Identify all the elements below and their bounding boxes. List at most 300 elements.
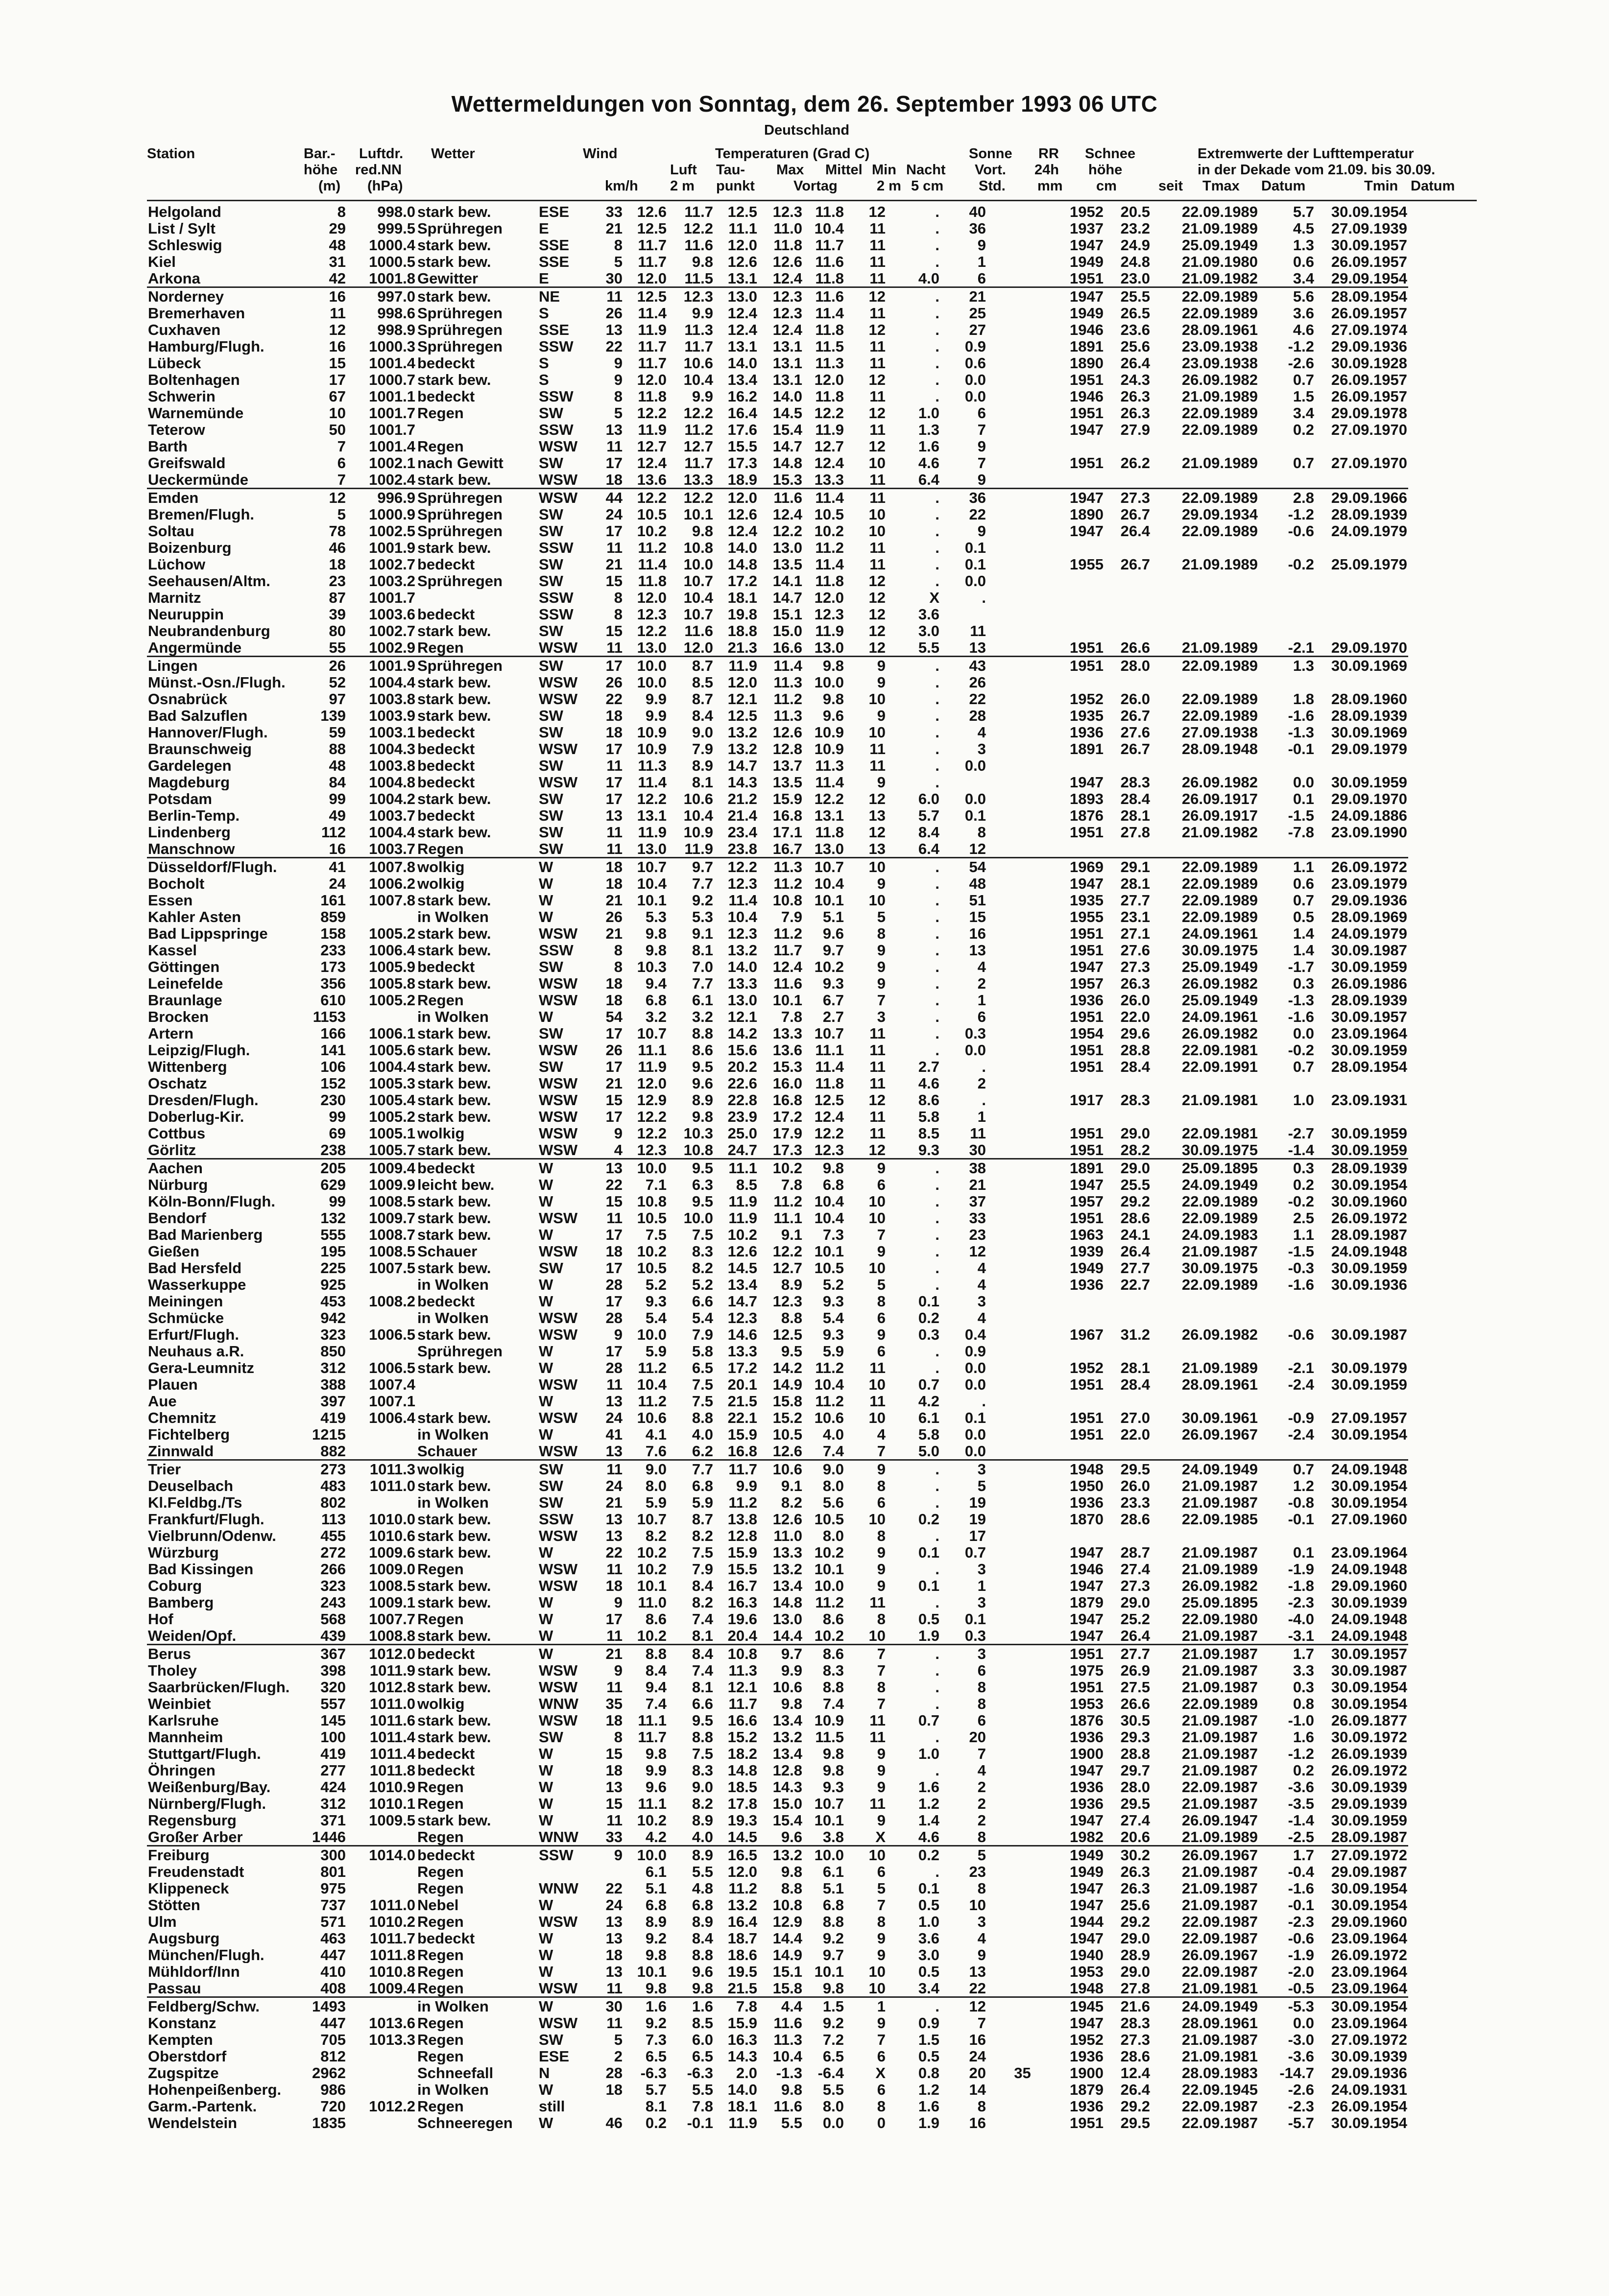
niederschlag: 0.0 (964, 757, 986, 774)
bar-hoehe: 31 (329, 253, 346, 270)
temp-max: 12.3 (727, 1309, 757, 1326)
schneehoehe (987, 1762, 1058, 1778)
temp-max: 18.8 (727, 622, 757, 639)
table-row (147, 1226, 1408, 1243)
temp-min: 11.5 (815, 338, 844, 355)
tmax-datum: 21.09.1982 (1181, 824, 1258, 840)
taupunkt: 8.1 (692, 942, 713, 958)
temp-nacht: 11 (869, 253, 886, 270)
station-name: Görlitz (148, 1141, 196, 1159)
wind-speed: 22 (605, 1544, 623, 1561)
luftdruck (347, 2114, 416, 2131)
sonne: . (887, 1460, 940, 1478)
table-row (147, 589, 1408, 606)
table-row (147, 1326, 1408, 1343)
tmax: 22.0 (1120, 1008, 1150, 1025)
taupunkt: 11.2 (684, 421, 713, 438)
seit (1058, 622, 1105, 639)
temp-luft: 10.5 (637, 506, 667, 522)
schneehoehe (987, 1561, 1058, 1577)
luftdruck (347, 2064, 416, 2081)
tmax: 26.3 (1120, 404, 1150, 421)
tmin-datum: 29.09.1936 (1331, 338, 1407, 355)
station-name: Leinefelde (148, 975, 223, 992)
temp-nacht: 8 (877, 1913, 886, 1930)
wetter: stark bew. (417, 975, 491, 992)
bar-hoehe: 447 (320, 1946, 346, 1963)
luftdruck (347, 1008, 416, 1025)
tmin: -1.3 (1288, 992, 1314, 1008)
temp-luft: 10.8 (637, 1193, 667, 1209)
temp-nacht: 9 (877, 2014, 886, 2031)
wind-richtung: WSW (539, 975, 578, 992)
temp-mittel: 12.4 (772, 506, 802, 522)
niederschlag: 21 (940, 287, 987, 305)
wind-speed: 17 (605, 522, 623, 539)
schneehoehe (987, 1343, 1058, 1359)
taupunkt: 8.8 (692, 1946, 713, 1963)
temp-min: 11.2 (815, 1393, 844, 1409)
temp-luft: 12.0 (637, 270, 667, 287)
luftdruck: 1004.3 (369, 740, 415, 757)
tmax-datum: 28.09.1961 (1181, 321, 1258, 338)
schneehoehe (987, 1963, 1058, 1980)
tmin-datum: 30.09.1969 (1315, 657, 1408, 674)
wind-richtung: SW (539, 807, 563, 824)
schneehoehe (987, 1159, 1058, 1177)
bar-hoehe: 173 (320, 958, 346, 975)
taupunkt: 11.5 (684, 270, 713, 287)
temp-min: 10.1 (814, 1812, 844, 1828)
station-name: Neuruppin (148, 606, 224, 622)
table-row (147, 1610, 1408, 1627)
niederschlag: 0.9 (964, 338, 986, 355)
sonne: . (935, 1477, 939, 1494)
station-name: Bendorf (148, 1209, 206, 1226)
wetter: bedeckt (417, 1745, 475, 1762)
temp-nacht: 9 (877, 1930, 886, 1946)
wind-speed: 30 (587, 1997, 624, 2015)
tmin-datum (1315, 471, 1408, 489)
temp-nacht: 10 (868, 892, 886, 908)
wetter: Regen (417, 438, 464, 454)
taupunkt: 4.8 (692, 1880, 713, 1896)
tmax: 27.6 (1120, 942, 1150, 958)
station-name: Großer Arber (148, 1828, 243, 1846)
taupunkt: 5.8 (692, 1343, 713, 1359)
tmin-datum: 28.09.1954 (1331, 1058, 1407, 1075)
wind-speed: 11 (606, 840, 623, 857)
schneehoehe (987, 421, 1058, 438)
niederschlag: 30 (969, 1141, 986, 1159)
temp-nacht: 10 (868, 1980, 886, 1997)
wind-richtung: W (539, 1359, 553, 1376)
temp-luft: 8.9 (645, 1913, 667, 1930)
wetter: bedeckt (416, 1159, 538, 1177)
temp-mittel: 12.3 (772, 1293, 802, 1309)
taupunkt: 12.2 (683, 220, 713, 237)
tmin: -1.9 (1288, 1946, 1314, 1963)
bar-hoehe: 7 (337, 438, 346, 454)
taupunkt: 10.4 (683, 589, 713, 606)
temp-nacht: X (875, 1828, 886, 1846)
wetter: stark bew. (417, 1259, 491, 1276)
sonne: 1.5 (918, 2031, 939, 2048)
sonne: . (887, 1997, 940, 2015)
schneehoehe (987, 1645, 1058, 1662)
sonne: 4.6 (918, 1075, 939, 1091)
wind-speed: 5 (614, 404, 623, 421)
temp-nacht: 12 (868, 639, 886, 656)
tmin: -0.8 (1288, 1494, 1314, 1511)
sonne: 1.6 (918, 2098, 939, 2114)
taupunkt: 11.7 (684, 203, 713, 220)
station-name: Lüchow (148, 556, 206, 572)
tmin: -3.6 (1288, 1778, 1314, 1795)
luftdruck: 1003.7 (369, 807, 415, 824)
temp-min: 8.0 (822, 1477, 844, 1494)
seit: 1947 (1070, 875, 1104, 892)
sonne: 1.0 (918, 404, 939, 421)
tmin-datum: 24.09.1886 (1331, 807, 1407, 824)
tmin-datum: 28.09.1939 (1331, 707, 1407, 724)
sonne: . (935, 975, 939, 992)
tmax: 26.4 (1120, 1627, 1150, 1644)
temp-min: 6.7 (822, 992, 844, 1008)
luftdruck: 1006.5 (369, 1326, 415, 1343)
niederschlag: 16 (969, 925, 986, 942)
taupunkt: 8.4 (668, 1645, 714, 1662)
luftdruck (347, 1443, 416, 1460)
wind-richtung: WSW (539, 1091, 578, 1108)
wind-speed: 18 (605, 724, 623, 740)
wetter: stark bew. (417, 237, 491, 253)
bar-hoehe: 141 (320, 1041, 346, 1058)
station-name: Deuselbach (148, 1477, 234, 1494)
taupunkt: 7.0 (692, 958, 713, 975)
table-row (147, 388, 1408, 404)
temp-nacht: 11 (869, 355, 886, 371)
station-name: Potsdam (148, 790, 212, 807)
temp-luft: 10.4 (637, 875, 667, 892)
schneehoehe (987, 539, 1058, 556)
bar-hoehe: 106 (320, 1058, 346, 1075)
tmin-datum: 29.09.1970 (1331, 790, 1407, 807)
taupunkt: 6.0 (692, 2031, 713, 2048)
schneehoehe (987, 1409, 1058, 1426)
station-name: Kiel (148, 253, 176, 270)
niederschlag: 6 (977, 1712, 986, 1728)
taupunkt: 12.0 (683, 639, 713, 656)
temp-min: 11.3 (815, 757, 844, 774)
tmin: 1.6 (1293, 1728, 1314, 1745)
tmax: 27.7 (1105, 1645, 1151, 1662)
wind-speed: 17 (605, 1025, 623, 1041)
temp-nacht: 11 (869, 471, 886, 488)
temp-luft: 11.7 (638, 338, 667, 355)
wind-speed: 26 (605, 908, 623, 925)
niederschlag: 4 (977, 1762, 986, 1778)
station-name: Coburg (148, 1577, 202, 1594)
station-name: Marnitz (148, 589, 201, 606)
bar-hoehe: 195 (320, 1243, 346, 1259)
temp-nacht: 11 (869, 388, 886, 404)
luftdruck: 1006.5 (369, 1359, 415, 1376)
temp-mittel: 11.8 (773, 237, 802, 253)
sonne: 4.6 (918, 454, 939, 471)
tmin-datum: 24.09.1948 (1331, 1610, 1407, 1627)
wetter: stark bew. (417, 1193, 491, 1209)
tmin: 1.2 (1293, 1477, 1314, 1494)
table-row (147, 1460, 1408, 1478)
bar-hoehe: 16 (299, 287, 347, 305)
temp-mittel: 13.2 (772, 1561, 802, 1577)
wetter: stark bew. (417, 690, 491, 707)
temp-luft: 6.5 (645, 2048, 667, 2064)
luftdruck: 1001.7 (369, 404, 415, 421)
wind-richtung: W (539, 2114, 553, 2131)
table-row (147, 1913, 1408, 1930)
tmin: -2.6 (1288, 355, 1314, 371)
table-row (147, 1695, 1408, 1712)
wind-richtung: WSW (539, 1041, 578, 1058)
tmin-datum: 27.09.1972 (1331, 2031, 1407, 2048)
luftdruck: 998.6 (377, 305, 415, 321)
header-extremwerte: Extremwerte der Lufttemperatur (1198, 146, 1414, 162)
sonne: 1.2 (918, 2081, 939, 2098)
tmax-datum: 26.09.1917 (1181, 807, 1258, 824)
wetter: Regen (417, 992, 464, 1008)
tmax: 28.0 (1105, 657, 1151, 674)
temp-luft: 11.1 (638, 1795, 667, 1812)
temp-max: 12.6 (727, 506, 757, 522)
temp-mittel: 15.8 (772, 1393, 802, 1409)
bar-hoehe: 323 (320, 1577, 346, 1594)
wind-richtung: WSW (539, 1980, 578, 1997)
tmin (1259, 1393, 1315, 1409)
station-name: Meiningen (148, 1293, 223, 1309)
taupunkt: 9.5 (692, 1058, 713, 1075)
wetter: stark bew. (417, 1025, 491, 1041)
temp-nacht: 11 (869, 1594, 886, 1610)
schneehoehe (987, 1443, 1058, 1460)
wind-richtung: still (539, 2098, 565, 2114)
tmax: 28.3 (1120, 1091, 1150, 1108)
temp-max: 12.6 (727, 1243, 757, 1259)
temp-max: 13.3 (727, 975, 757, 992)
temp-min: 9.2 (822, 1930, 844, 1946)
temp-nacht: 6 (877, 2081, 886, 2098)
temp-mittel: 16.0 (772, 1075, 802, 1091)
temp-nacht: 11 (869, 1108, 886, 1125)
station-name: Boltenhagen (148, 371, 240, 388)
wetter: bedeckt (417, 958, 475, 975)
wind-speed: 15 (605, 622, 623, 639)
temp-luft: 11.7 (638, 1728, 667, 1745)
wetter: bedeckt (417, 355, 475, 371)
temp-mittel: 14.8 (772, 454, 802, 471)
station-name: Teterow (148, 421, 205, 438)
temp-mittel: 12.3 (772, 305, 802, 321)
luftdruck: 1002.5 (369, 522, 415, 539)
taupunkt: 11.9 (684, 840, 713, 857)
tmax-datum (1151, 438, 1259, 454)
temp-max: 11.2 (728, 1880, 757, 1896)
tmin-datum (1315, 572, 1408, 589)
temp-max: 23.8 (727, 840, 757, 857)
seit: 1947 (1070, 421, 1104, 438)
temp-luft: 12.3 (637, 1141, 667, 1159)
niederschlag: 40 (969, 203, 986, 220)
bar-hoehe: 2962 (312, 2064, 346, 2081)
tmin: -2.3 (1288, 1594, 1314, 1610)
temp-nacht: 13 (868, 840, 886, 857)
wind-speed: 18 (605, 992, 623, 1008)
wetter: bedeckt (417, 757, 475, 774)
tmin-datum: 25.09.1979 (1331, 556, 1407, 572)
seit: 1953 (1070, 1963, 1104, 1980)
tmax: 25.5 (1105, 287, 1151, 305)
header-sonne-2: Vort. (975, 162, 1006, 178)
tmax (1105, 674, 1151, 690)
wetter: Sprühregen (417, 506, 503, 522)
temp-nacht: 8 (877, 925, 886, 942)
header-tau-2: punkt (716, 178, 755, 194)
seit (1058, 674, 1105, 690)
table-row (147, 203, 1408, 220)
temp-luft: 12.3 (637, 606, 667, 622)
temp-luft: 5.2 (645, 1276, 667, 1293)
tmin-datum: 28.09.1960 (1331, 690, 1407, 707)
temp-luft: 12.0 (637, 589, 667, 606)
seit: 1947 (1070, 237, 1104, 253)
schneehoehe (987, 875, 1058, 892)
tmin-datum (1315, 840, 1408, 858)
schneehoehe (987, 556, 1058, 572)
temp-mittel: 12.5 (772, 1326, 802, 1343)
tmax-datum: 21.09.1987 (1181, 1728, 1258, 1745)
sonne: . (935, 1863, 939, 1880)
niederschlag: 16 (969, 2114, 986, 2131)
luftdruck: 1004.2 (369, 790, 415, 807)
temp-luft: 11.8 (638, 388, 667, 404)
temp-max: 21.5 (727, 1980, 757, 1997)
tmin-datum: 26.09.1986 (1331, 975, 1407, 992)
wind-speed: 26 (605, 674, 623, 690)
wind-speed: 11 (606, 1679, 623, 1695)
tmax: 29.2 (1120, 1193, 1150, 1209)
temp-max: 17.8 (727, 1795, 757, 1812)
temp-mittel: 13.0 (772, 1610, 802, 1627)
table-row (147, 1343, 1408, 1359)
tmax: 24.9 (1120, 237, 1150, 253)
luftdruck: 1013.6 (369, 2014, 415, 2031)
temp-luft: 10.1 (637, 892, 667, 908)
wind-richtung: WSW (539, 1527, 578, 1544)
schneehoehe (987, 1041, 1058, 1058)
table-row (147, 454, 1408, 471)
temp-max: 14.0 (727, 958, 757, 975)
station-name: Kassel (148, 942, 197, 958)
niederschlag: 37 (969, 1193, 986, 1209)
station-name: Nürnberg/Flugh. (148, 1795, 266, 1812)
temp-luft: 10.2 (637, 1561, 667, 1577)
tmax-datum: 27.09.1938 (1181, 724, 1258, 740)
temp-max: 14.5 (727, 1259, 757, 1276)
bar-hoehe: 1446 (312, 1828, 346, 1846)
temp-nacht: 12 (868, 371, 886, 388)
tmax-datum: 21.09.1987 (1181, 1544, 1258, 1561)
temp-nacht: 9 (877, 1745, 886, 1762)
temp-max: 13.0 (727, 992, 757, 1008)
station-name: Osnabrück (148, 690, 227, 707)
station-name: Stötten (148, 1896, 200, 1913)
table-row (147, 1511, 1408, 1527)
schneehoehe (987, 1745, 1058, 1762)
luftdruck: 1001.7 (369, 589, 415, 606)
niederschlag: 9 (977, 237, 986, 253)
temp-nacht: 11 (845, 489, 887, 506)
wind-richtung: WSW (539, 774, 578, 790)
temp-nacht: 9 (877, 1762, 886, 1778)
niederschlag: 12 (969, 1243, 986, 1259)
seit: 1947 (1070, 1896, 1104, 1913)
temp-max: 12.0 (727, 674, 757, 690)
temp-min: 10.2 (814, 1544, 844, 1561)
temp-luft: 9.4 (645, 975, 667, 992)
temp-max: 12.4 (727, 321, 757, 338)
temp-mittel: 12.6 (772, 1443, 802, 1460)
temp-max: 17.3 (727, 454, 757, 471)
table-row (147, 690, 1408, 707)
bar-hoehe: 5 (337, 506, 346, 522)
wind-speed: 18 (587, 858, 624, 876)
seit: 1947 (1058, 489, 1105, 506)
luftdruck: 1010.0 (369, 1511, 415, 1527)
seit (1058, 539, 1105, 556)
sonne: 5.5 (918, 639, 939, 656)
temp-max: 20.2 (727, 1058, 757, 1075)
temp-min: 11.8 (815, 321, 844, 338)
temp-luft: 12.4 (637, 454, 667, 471)
temp-nacht: 11 (869, 1728, 886, 1745)
taupunkt: 8.7 (668, 657, 714, 674)
niederschlag: 1 (977, 1108, 986, 1125)
luftdruck: 1004.8 (369, 774, 415, 790)
wetter: wolkig (416, 858, 538, 876)
tmin: -4.0 (1288, 1610, 1314, 1627)
wetter: Regen (417, 639, 464, 656)
table-row (147, 992, 1408, 1008)
temp-max: 12.0 (727, 237, 757, 253)
temp-max: 12.1 (727, 690, 757, 707)
station-name: Trier (147, 1460, 299, 1478)
tmax: 26.6 (1120, 639, 1150, 656)
temp-min: 10.6 (814, 1409, 844, 1426)
station-name: Greifswald (148, 454, 226, 471)
taupunkt: 6.5 (692, 2048, 713, 2064)
temp-nacht: 10 (868, 1259, 886, 1276)
temp-mittel: 9.9 (781, 1662, 802, 1679)
temp-mittel: 12.4 (772, 958, 802, 975)
tmin: 0.2 (1293, 1176, 1314, 1193)
tmax: 29.0 (1120, 1125, 1150, 1141)
temp-luft: 9.9 (645, 1762, 667, 1778)
wetter: stark bew. (417, 1679, 491, 1695)
taupunkt: 7.5 (692, 1376, 713, 1393)
seit: 1951 (1070, 824, 1104, 840)
luftdruck: 1004.4 (369, 1058, 415, 1075)
